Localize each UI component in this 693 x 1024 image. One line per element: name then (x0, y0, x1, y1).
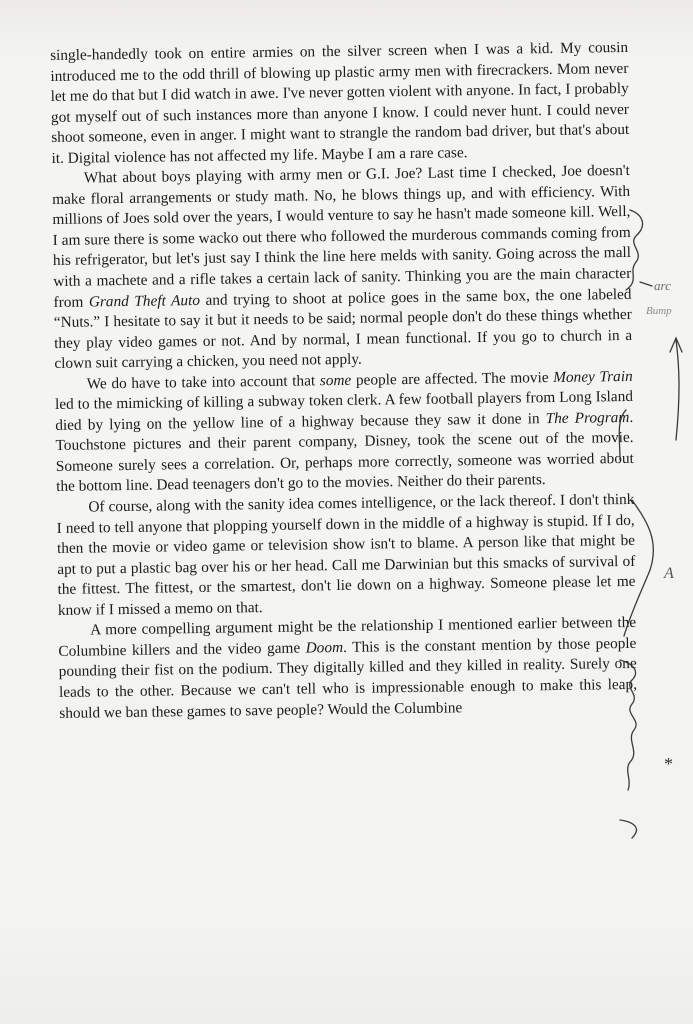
bracket-mark-2 (619, 410, 626, 460)
bracket-mark-3 (620, 660, 636, 790)
margin-note-3: A (664, 565, 674, 582)
paragraph-1-text: single-handedly took on entire armies on the silver screen when I was a kid. My cousin introduced me to the odd thrill of blowing up plastic army men with firecrackers. Mom never let me do that but I did watch in awe. I've never gotten violent with anyone. In fact, I probably got myself out of such instances more than anyone I know. I could never hunt. I could never shoot someone, even in anger. I might want to strangle the random bad driver, but that's about it. Digital violence has not affected my life. Maybe I am a rare case. (50, 38, 630, 167)
emphasis-some: some (319, 371, 352, 390)
paragraph-2-text-b: and trying to shoot at police goes in the same box, the one labeled “Nuts.” I hesitate to say it but it needs to be said; normal people don't do these things whether they play video games or not. And by normal, I mean functional. If you go to church in a clown suit carrying a chicken, you need not apply. (53, 285, 633, 373)
bracket-mark-4 (620, 820, 636, 838)
bracket-mark-1 (626, 210, 643, 290)
paragraph-4-text: Of course, along with the sanity idea comes intelligence, or the lack thereof. I don't think I need to tell anyone that plopping yourself down in the middle of a highway is stupid. If I do, then the movie or video game or television show isn't to blame. A person like that might be apt to put a plastic bag over his or her head. Call me Darwinian but this smacks of survival of the fittest. The fittest, or the smartest, don't lie down on a highway. Someone please let me know if I missed a memo on that. (56, 490, 636, 619)
paragraph-3-text-a: We do have to take into account that (86, 372, 320, 393)
margin-note-2: Bump (646, 305, 672, 317)
title-the-program: The Program (545, 408, 630, 427)
title-money-train: Money Train (553, 367, 633, 386)
paragraph-3-text-b: people are affected. The movie (351, 368, 554, 389)
paragraph-3-text-d: . Touchstone pictures and their parent company, Disney, took the scene out of the movie. Someone surely sees a correlation. Or, perhaps more correctly, someone was worried about the bottom line. Dead teenagers don't go to the movies. Neither do their parents. (55, 408, 634, 496)
paragraph-5-text-a: A more compelling argument might be the relationship I mentioned earlier between the Columbine killers and the video game (58, 614, 637, 660)
curve-mark (624, 500, 653, 636)
paragraph-3-text-c: led to the mimicking of killing a subway token clerk. A few football players from Long Island died by lying on the yellow line of a highway because they saw it done in (54, 388, 634, 434)
arrow-mark-1 (640, 282, 652, 286)
margin-note-1: arc (654, 278, 671, 293)
margin-note-4: * (664, 754, 673, 774)
paragraph-5-text-b: . This is the constant mention by those people pounding their fist on the podium. They digitally killed and they killed in reality. Surely one leads to the other. Because we can't tell who is impressionable enough to make this leap, should we ban these games to save people? Would the Columbine (58, 634, 638, 722)
title-grand-theft-auto: Grand Theft Auto (88, 291, 201, 311)
paragraph-2-text-a: What about boys playing with army men or G.I. Joe? Last time I checked, Joe doesn't make floral arrangements or study math. No, he blows things up, and with efficiency. With millions of Joes sold over the years, I would venture to say he hasn't made someone kill. Well, I am sure there is some wacko out there who followed the murderous commands coming from his refrigerator, but let's just say I think the line here melds with sanity. Going across the mall with a machete and a rifle takes a certain lack of sanity. Thinking you are the main character from (52, 162, 632, 311)
title-doom: Doom (305, 638, 344, 657)
arrow-up-mark (670, 338, 682, 440)
